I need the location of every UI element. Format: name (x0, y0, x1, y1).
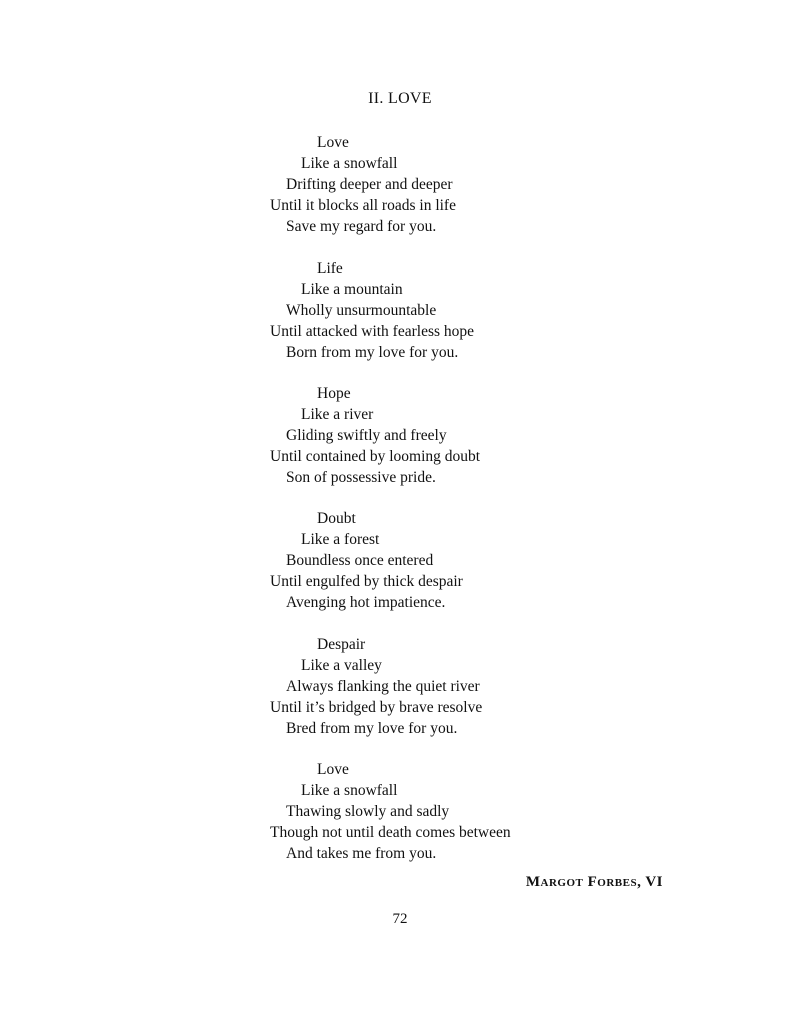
poem-line: Until it’s bridged by brave resolve (270, 699, 483, 716)
poem-line: Save my regard for you. (286, 218, 437, 235)
poem-line: Until it blocks all roads in life (270, 197, 456, 214)
author-byline: Margot Forbes, VI (525, 874, 663, 890)
poem-line: Like a snowfall (301, 155, 398, 172)
poem-line: Born from my love for you. (286, 344, 459, 361)
poem-line: Like a mountain (301, 281, 403, 298)
page-number: 72 (392, 911, 408, 927)
poem-line: Despair (317, 636, 366, 653)
poem-line: Though not until death comes between (270, 824, 511, 841)
poem-line: Until engulfed by thick despair (270, 573, 463, 590)
poem-line: Until contained by looming doubt (270, 448, 481, 465)
poem-line: Until attacked with fearless hope (270, 323, 475, 340)
poem-line: Like a forest (301, 531, 380, 548)
poem-line: Love (317, 134, 349, 151)
poem-line: Doubt (317, 510, 356, 527)
poem-line: Bred from my love for you. (286, 720, 458, 737)
poem-line: Always flanking the quiet river (286, 678, 480, 695)
poem-line: Gliding swiftly and freely (286, 427, 447, 444)
poem-line: Thawing slowly and sadly (286, 803, 450, 820)
poem-line: Like a river (301, 406, 374, 423)
poem-line: Love (317, 761, 349, 778)
poem-line: Like a snowfall (301, 782, 398, 799)
poem-line: Son of possessive pride. (286, 469, 436, 486)
poem-line: Life (317, 260, 343, 277)
poem-line: Hope (317, 385, 351, 402)
poem-line: Wholly unsurmountable (286, 302, 437, 319)
poem-line: Avenging hot impatience. (286, 594, 446, 611)
poem-title: II. LOVE (368, 90, 432, 107)
poem-line: Boundless once entered (286, 552, 434, 569)
poem-line: And takes me from you. (286, 845, 437, 862)
poem-line: Drifting deeper and deeper (286, 176, 453, 193)
poem-line: Like a valley (301, 657, 382, 674)
